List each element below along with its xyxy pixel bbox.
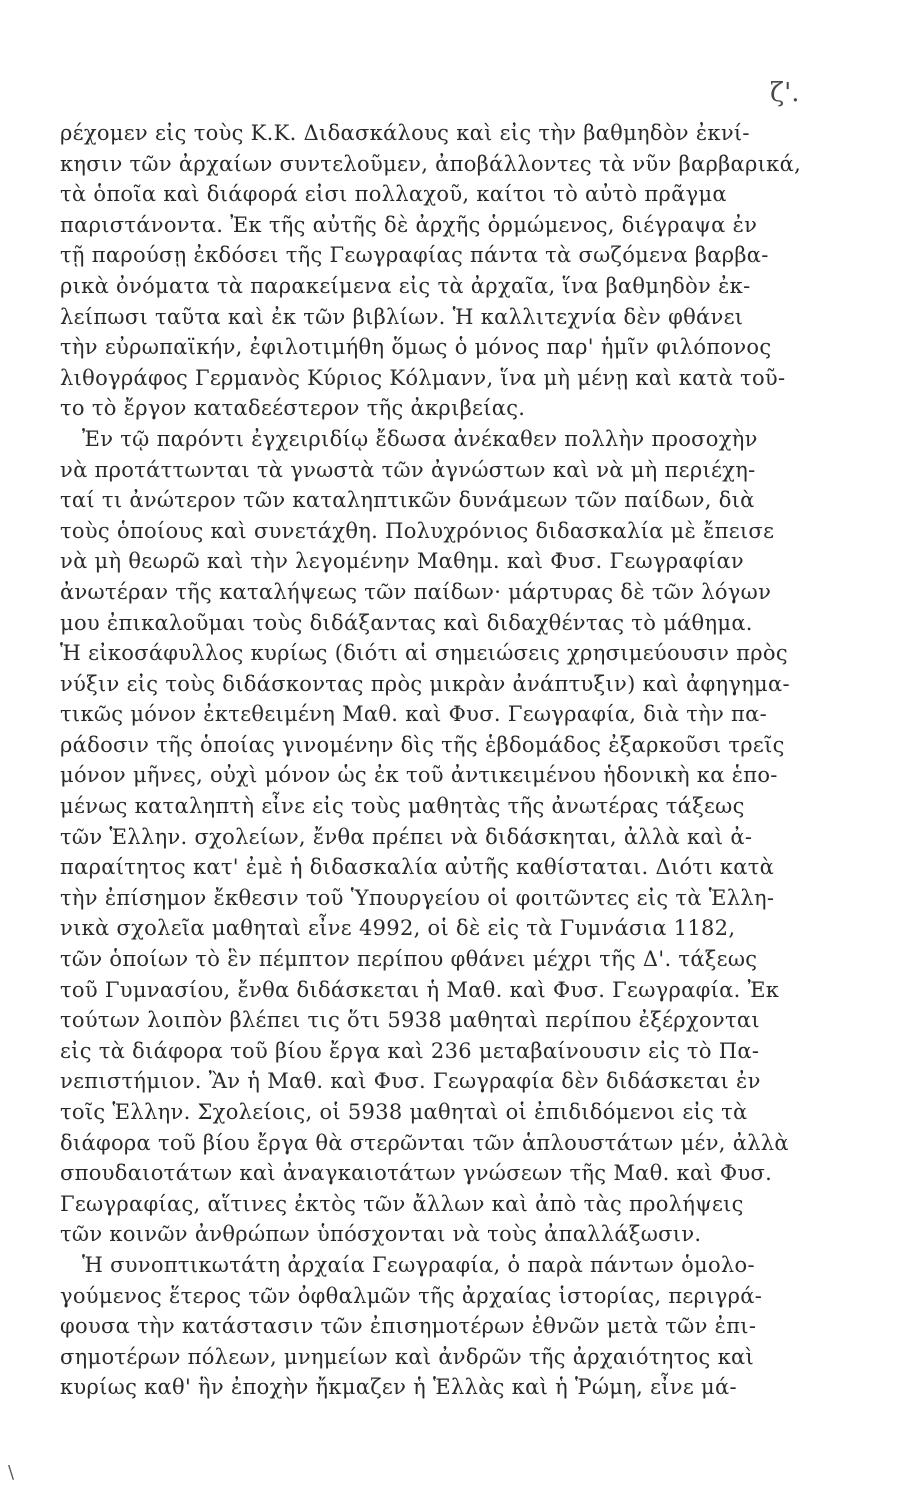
text-line: νὰ μὴ θεωρῶ καὶ τὴν λεγομένην Μαθημ. καὶ Φυσ. Γεωγραφίαν bbox=[60, 549, 745, 574]
text-line: τὰ ὁποῖα καὶ διάφορά εἰσι πολλαχοῦ, καίτοι τὸ αὐτὸ πρᾶγμα bbox=[60, 182, 727, 207]
text-line: ταί τι ἀνώτερον τῶν καταληπτικῶν δυνάμεων τῶν παίδων, διὰ bbox=[60, 488, 755, 513]
text-line: Ἡ συνοπτικωτάτη ἀρχαία Γεωγραφία, ὁ παρὰ πάντων ὁμολο- bbox=[82, 1252, 755, 1277]
text-line: Γεωγραφίας, αἵτινες ἐκτὸς τῶν ἄλλων καὶ ἀπὸ τὰς προλήψεις bbox=[60, 1191, 744, 1216]
text-line: Ἐν τῷ παρόντι ἐγχειριδίῳ ἔδωσα ἀνέκαθεν πολλὴν προσοχὴν bbox=[82, 426, 758, 451]
text-line: κησιν τῶν ἀρχαίων συντελοῦμεν, ἀποβάλλοντες τὰ νῦν βαρβαρικά, bbox=[60, 151, 802, 176]
text-line: ἀνωτέραν τῆς καταλήψεως τῶν παίδων· μάρτυρας δὲ τῶν λόγων bbox=[60, 579, 772, 604]
text-line: νικὰ σχολεῖα μαθηταὶ εἶνε 4992, οἱ δὲ εἰς τὰ Γυμνάσια 1182, bbox=[60, 916, 736, 941]
margin-mark: \ bbox=[8, 1462, 15, 1483]
text-line: γούμενος ἕτερος τῶν ὀφθαλμῶν τῆς ἀρχαίας ἱστορίας, περιγρά- bbox=[60, 1283, 763, 1308]
text-line: μένως καταληπτὴ εἶνε εἰς τοὺς μαθητὰς τῆς ἀνωτέρας τάξεως bbox=[60, 794, 745, 819]
text-line: λιθογράφος Γερμανὸς Κύριος Κόλμανν, ἵνα μὴ μένῃ καὶ κατὰ τοῦ- bbox=[60, 365, 786, 390]
text-line: σημοτέρων πόλεων, μνημείων καὶ ἀνδρῶν τῆς ἀρχαιότητος καὶ bbox=[60, 1344, 755, 1369]
text-line: Ἡ εἰκοσάφυλλος κυρίως (διότι αἱ σημειώσεις χρησιμεύουσιν πρὸς bbox=[60, 641, 788, 666]
text-line: ρικὰ ὀνόματα τὰ παρακείμενα εἰς τὰ ἀρχαῖα, ἵνα βαθμηδὸν ἐκ- bbox=[60, 273, 751, 298]
text-line: τῶν Ἑλλην. σχολείων, ἔνθα πρέπει νὰ διδάσκηται, ἀλλὰ καὶ ἀ- bbox=[60, 824, 753, 849]
text-line: λείπωσι ταῦτα καὶ ἐκ τῶν βιβλίων. Ἡ καλλιτεχνία δὲν φθάνει bbox=[60, 304, 744, 329]
text-line: τοῖς Ἑλλην. Σχολείοις, οἱ 5938 μαθηταὶ οἱ ἐπιδιδόμενοι εἰς τὰ bbox=[60, 1100, 748, 1124]
text-line: παριστάνοντα. Ἐκ τῆς αὐτῆς δὲ ἀρχῆς ὁρμώμενος, διέγραψα ἐν bbox=[60, 212, 758, 237]
body-text bbox=[60, 118, 870, 1403]
page-number: ζ'. bbox=[770, 78, 800, 108]
text-line: παραίτητος κατ' ἐμὲ ἡ διδασκαλία αὐτῆς καθίσταται. Διότι κατὰ bbox=[60, 855, 775, 880]
text-line: νεπιστήμιον. Ἂν ἡ Μαθ. καὶ Φυσ. Γεωγραφία δὲν διδάσκεται ἐν bbox=[60, 1069, 761, 1094]
text-line: τῶν κοινῶν ἀνθρώπων ὑπόσχονται νὰ τοὺς ἀπαλλάξωσιν. bbox=[60, 1222, 702, 1247]
text-line: τὴν εὐρωπαϊκήν, ἐφιλοτιμήθη ὅμως ὁ μόνος παρ' ἡμῖν φιλόπονος bbox=[60, 335, 772, 360]
text-line: τούτων λοιπὸν βλέπει τις ὅτι 5938 μαθηταὶ περίπου ἐξέρχονται bbox=[60, 1008, 760, 1033]
text-line: το τὸ ἔργον καταδεέστερον τῆς ἀκριβείας. bbox=[60, 396, 526, 421]
text-line: τικῶς μόνον ἐκτεθειμένη Μαθ. καὶ Φυσ. Γεωγραφία, διὰ τὴν πα- bbox=[60, 702, 768, 727]
text-line: ράδοσιν τῆς ὁποίας γινομένην δὶς τῆς ἑβδομάδος ἐξαρκοῦσι τρεῖς bbox=[60, 732, 785, 757]
text-line: τοὺς ὁποίους καὶ συνετάχθη. Πολυχρόνιος διδασκαλία μὲ ἔπεισε bbox=[60, 518, 775, 543]
text-line: μου ἐπικαλοῦμαι τοὺς διδάξαντας καὶ διδαχθέντας τὸ μάθημα. bbox=[60, 610, 753, 635]
text-line: τοῦ Γυμνασίου, ἔνθα διδάσκεται ἡ Μαθ. καὶ Φυσ. Γεωγραφία. Ἐκ bbox=[60, 977, 780, 1002]
text-line: κυρίως καθ' ἣν ἐποχὴν ἤκμαζεν ἡ Ἑλλὰς καὶ ἡ Ῥώμη, εἶνε μά- bbox=[60, 1375, 737, 1400]
text-line: εἰς τὰ διάφορα τοῦ βίου ἔργα καὶ 236 μεταβαίνουσιν εἰς τὸ Πα- bbox=[60, 1038, 760, 1063]
text-line: διάφορα τοῦ βίου ἔργα θὰ στερῶνται τῶν ἁπλουστάτων μέν, ἀλλὰ bbox=[60, 1130, 789, 1155]
text-line: φουσα τὴν κατάστασιν τῶν ἐπισημοτέρων ἐθνῶν μετὰ τῶν ἐπι- bbox=[60, 1314, 757, 1339]
text-line: ρέχομεν εἰς τοὺς Κ.Κ. Διδασκάλους καὶ εἰς τὴν βαθμηδὸν ἐκνί- bbox=[60, 121, 750, 145]
text-line: τῇ παρούσῃ ἐκδόσει τῆς Γεωγραφίας πάντα τὰ σωζόμενα βαρβα- bbox=[60, 243, 769, 268]
text-line: σπουδαιοτάτων καὶ ἀναγκαιοτάτων γνώσεων τῆς Μαθ. καὶ Φυσ. bbox=[60, 1161, 773, 1186]
text-line: μόνον μῆνες, οὐχὶ μόνον ὡς ἐκ τοῦ ἀντικειμένου ἡδονικὴ κα ἑπο- bbox=[60, 763, 778, 788]
text-line: νύξιν εἰς τοὺς διδάσκοντας πρὸς μικρὰν ἀνάπτυξιν) καὶ ἀφηγημα- bbox=[60, 671, 790, 696]
text-line: τῶν ὁποίων τὸ ἓν πέμπτον περίπου φθάνει μέχρι τῆς Δ'. τάξεως bbox=[60, 947, 758, 972]
text-line: τὴν ἐπίσημον ἔκθεσιν τοῦ Ὑπουργείου οἱ φοιτῶντες εἰς τὰ Ἑλλη- bbox=[60, 885, 775, 910]
text-line: νὰ προτάττωνται τὰ γνωστὰ τῶν ἀγνώστων καὶ νὰ μὴ περιέχη- bbox=[60, 457, 756, 482]
